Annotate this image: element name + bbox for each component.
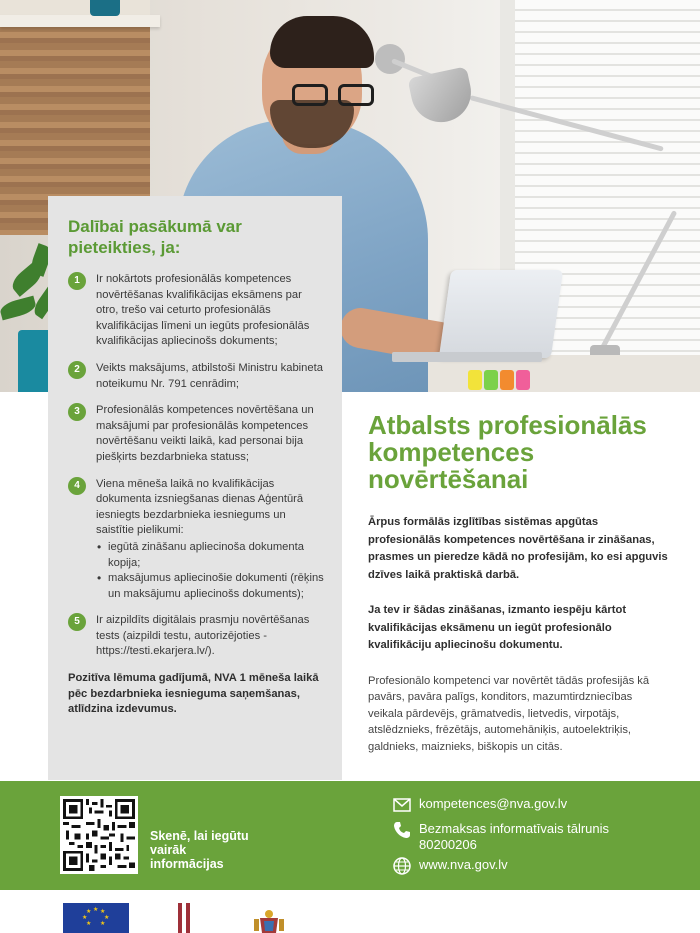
list-item [68,361,324,392]
cup-decor [90,0,120,16]
plant-leaf [0,296,37,321]
number-badge: 5 [68,613,86,631]
star-icon: ★ [93,907,99,913]
star-icon: ★ [86,921,92,927]
marker [500,370,514,390]
laptop-base [392,352,542,362]
number-badge: 3 [68,403,86,421]
glasses-left [292,84,328,106]
list-item-text: Ir nokārtots profesionālās kompetences novērtēšanas kvalifikācijas eksāmens par otro, trešo vai ceturto profesionālās kvalifikācijas līmeni un iegūts profesionālās kvalifikācijas apliecinošs dokuments; [96,273,310,348]
panel-title: Dalībai pasākumā var pieteikties, ja: [68,217,242,257]
desk-lamp [407,66,476,127]
marker [468,370,482,390]
sub-list [96,540,324,602]
page-title: Atbalsts profesionālās kompetences novērtēšanai [368,410,647,494]
website-link[interactable]: www.nva.gov.lv [419,857,508,872]
phone-label: Bezmaksas informatīvais tālrunis [419,821,610,836]
glasses-right [338,84,374,106]
phone-number[interactable]: 80200206 [419,837,477,852]
star-icon: ★ [82,915,88,921]
list-item-text: Viena mēneša laikā no kvalifikācijas dokumenta izsniegšanas dienas Aģentūrā iesniegts bezdarbnieka iesniegums un saistītie pielikumi: [96,477,304,537]
number-badge: 2 [68,361,86,379]
list-item-text: Ir aizpildīts digitālais prasmju novērtēšanas tests (aizpildi testu, autorizējoties - https://testi.ekarjera.lv/). [96,614,310,658]
person-hair [270,16,374,68]
professions-paragraph: Profesionālo kompetenci var novērtēt tādās profesijās kā pavārs, pavāra palīgs, konditors, mazumtirdzniecības veikala pārdevējs, grāmatvedis, lietvedis, virpotājs, atslēdznieks, frēzētājs, automehāniķis, autoelektriķis, galdnieks, maiznieks, biškopis un citās. [368,674,650,753]
list-item-text: Veikts maksājums, atbilstoši Ministru kabineta noteikumu Nr. 791 cenrādim; [96,361,323,390]
sub-list-item: • maksājumus apliecinošie dokumenti (rēķins un maksājumu apliecinošs dokuments); [96,571,324,602]
eu-flag-logo [63,903,129,933]
coat-of-arms-logo [252,909,286,933]
email-icon [392,795,412,815]
lamp-joint [375,44,405,74]
qr-code-icon [63,799,135,871]
list-item-text: Profesionālās kompetences novērtēšana un maksājumi par profesionālās kompetences novērtēšanu veikti laikā, kad personai bija piešķirts bezdarbnieka statuss; [96,404,314,463]
qr-code[interactable] [60,796,138,874]
star-icon: ★ [104,915,110,921]
number-badge: 4 [68,477,86,495]
intro-paragraph: Ārpus formālās izglītības sistēmas apgūtas profesionālās kompetences novērtēšana ir zināšanas, prasmes un pieredze kādā no profesijām, ko esi apguvis dzīves laikā praktiskā darbā. [368,516,668,581]
list-item [68,613,324,660]
star-icon: ★ [86,909,92,915]
laptop [439,270,563,358]
marker [516,370,530,390]
list-item [68,272,324,350]
number-badge: 1 [68,272,86,290]
marker [484,370,498,390]
cta-paragraph: Ja tev ir šādas zināšanas, izmanto iespēju kārtot kvalifikācijas eksāmenu un iegūt profesionālo kvalifikāciju apliecinošu dokumentu. [368,604,627,651]
star-icon: ★ [100,921,106,927]
list-item [68,477,324,603]
phone-icon [392,820,412,840]
shelf-board [0,15,160,27]
latvia-mark-logo [178,903,192,933]
panel-footer-note: Pozitīva lēmuma gadījumā, NVA 1 mēneša laikā pēc bezdarbnieka iesnieguma saņemšanas, atlīdzina izdevumus. [68,672,319,716]
star-icon: ★ [100,909,106,915]
sub-list-item: • iegūtā zināšanu apliecinoša dokumenta kopija; [96,540,324,571]
list-item [68,403,324,465]
main-content [368,412,668,755]
eligibility-panel [48,196,342,780]
globe-icon [392,856,412,876]
scan-caption: Skenē, lai iegūtu vairāk informācijas [150,829,249,871]
email-link[interactable]: kompetences@nva.gov.lv [419,796,568,811]
